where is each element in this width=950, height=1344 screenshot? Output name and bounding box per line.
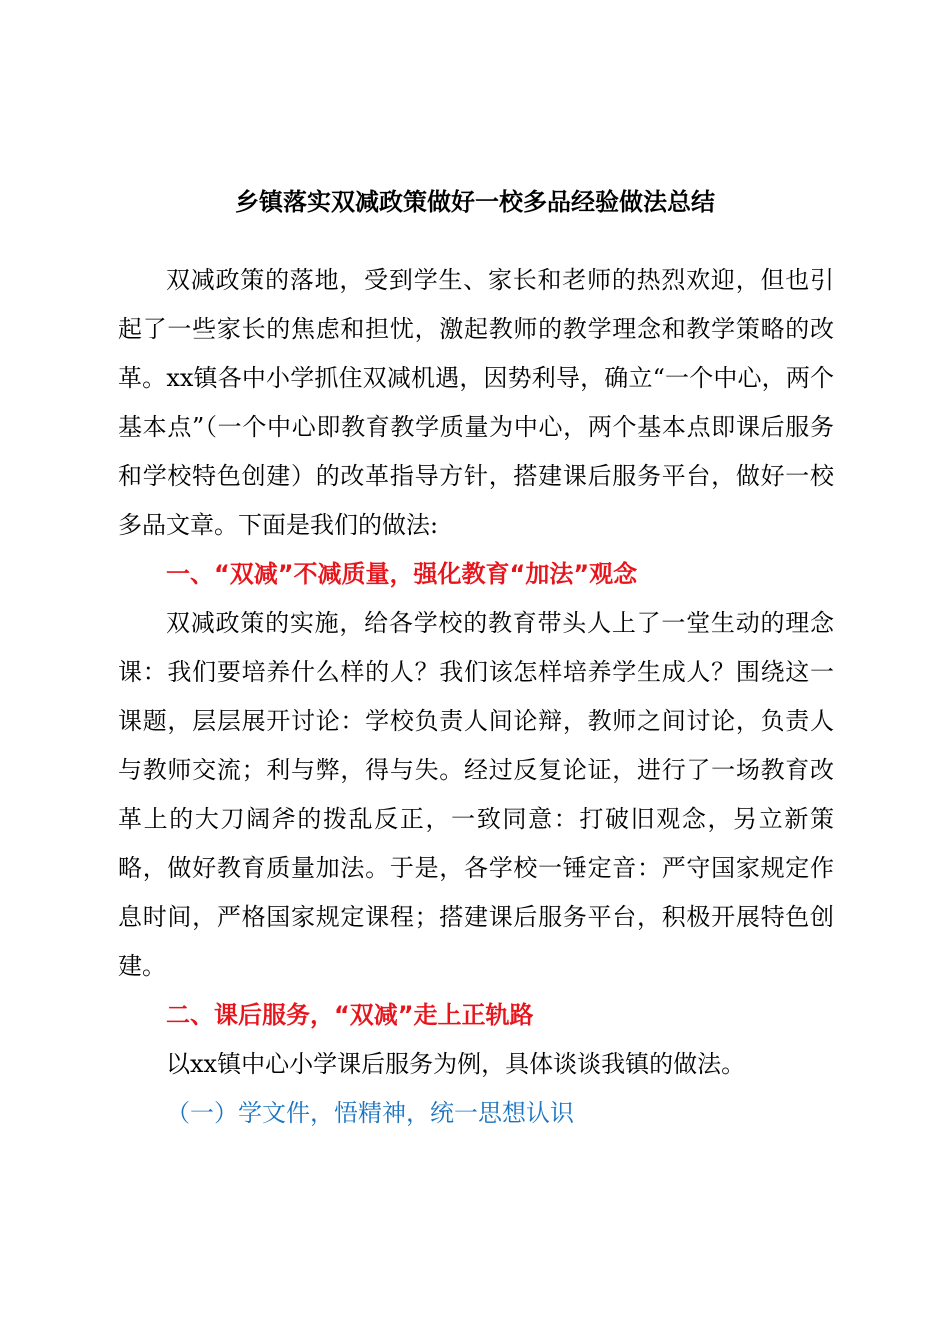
document-title: 乡镇落实双减政策做好一校多品经验做法总结 [235, 187, 715, 216]
section-2-paragraph: 以xx镇中心小学课后服务为例，具体谈谈我镇的做法。 [166, 1050, 746, 1078]
document-body [118, 256, 834, 1138]
section-1-heading: 一、“双减”不减质量，强化教育“加法”观念 [166, 560, 638, 588]
subsection-1-heading: （一）学文件，悟精神，统一思想认识 [166, 1099, 574, 1127]
intro-paragraph: 双减政策的落地，受到学生、家长和老师的热烈欢迎，但也引起了一些家长的焦虑和担忧，激起教师的教学理念和教学策略的改革。xx镇各中小学抓住双减机遇，因势利导，确立“一个中心，两个基本点”（一个中心即教育教学质量为中心，两个基本点即课后服务和学校特色创建）的改革指导方针，搭建课后服务平台，做好一校多品文章。下面是我们的做法: [118, 266, 834, 539]
section-2-heading: 二、课后服务，“双减”走上正轨路 [166, 1001, 534, 1029]
section-1-paragraph: 双减政策的实施，给各学校的教育带头人上了一堂生动的理念课：我们要培养什么样的人？我们该怎样培养学生成人？围绕这一课题，层层展开讨论：学校负责人间论辩，教师之间讨论，负责人与教师交流；利与弊，得与失。经过反复论证，进行了一场教育改革上的大刀阔斧的拨乱反正，一致同意：打破旧观念，另立新策略，做好教育质量加法。于是，各学校一锤定音：严守国家规定作息时间，严格国家规定课程；搭建课后服务平台，积极开展特色创建。 [118, 609, 834, 980]
